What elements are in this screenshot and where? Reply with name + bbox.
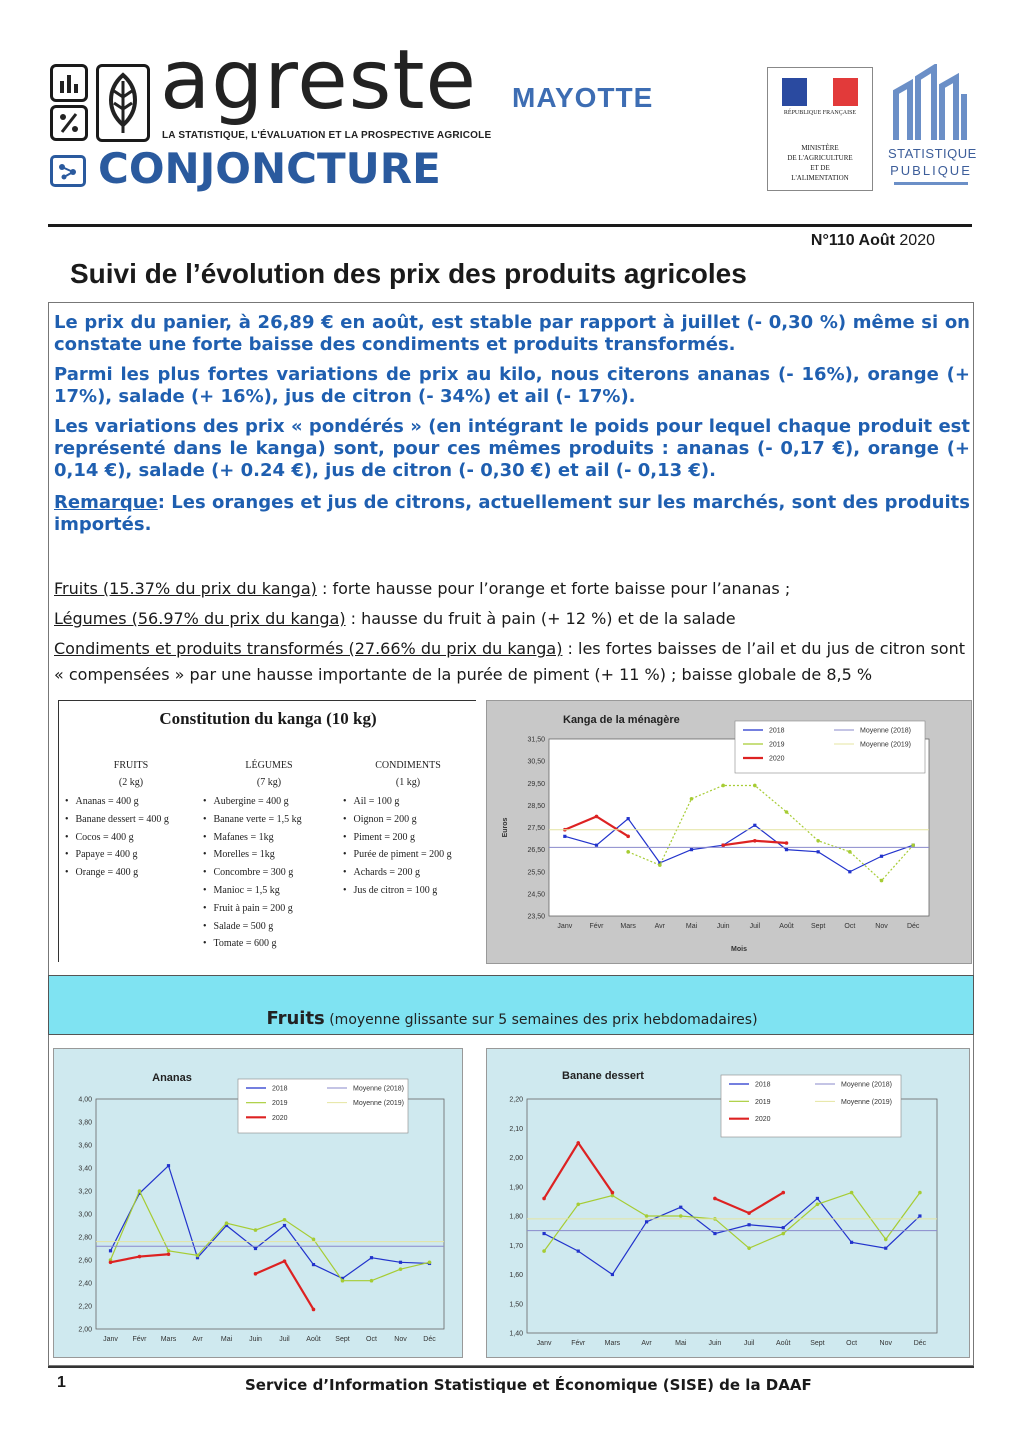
data-point — [816, 1197, 819, 1200]
data-point — [138, 1189, 142, 1193]
kanga-chart-panel — [486, 700, 972, 964]
data-point — [167, 1249, 171, 1253]
data-point — [312, 1308, 316, 1312]
ministry-logo — [767, 67, 873, 191]
legend-label: 2020 — [769, 755, 785, 763]
header-rule — [48, 224, 972, 227]
y-tick-label: 25,50 — [527, 869, 545, 877]
data-point — [817, 850, 820, 853]
data-point — [721, 843, 725, 847]
y-tick-label: 3,20 — [78, 1188, 92, 1196]
data-point — [109, 1261, 113, 1265]
series-name: CONJONCTURE — [98, 144, 441, 193]
y-tick-label: 29,50 — [527, 780, 545, 788]
ananas-chart-panel — [53, 1048, 463, 1358]
list-item: • Ananas = 400 g — [65, 793, 201, 811]
leaf-icon — [96, 64, 150, 142]
list-item: • Manioc = 1,5 kg — [203, 882, 337, 900]
data-point — [785, 841, 789, 845]
chart-title: Ananas — [152, 1072, 192, 1084]
data-point — [781, 1232, 785, 1236]
x-tick-label: Août — [306, 1336, 321, 1343]
issue-year: 2020 — [899, 232, 935, 249]
data-point — [713, 1232, 716, 1235]
x-tick-label: Juil — [743, 1340, 755, 1347]
legend-label: 2018 — [769, 727, 785, 735]
y-tick-label: 2,60 — [78, 1257, 92, 1265]
data-point — [679, 1206, 682, 1209]
conjoncture-icon — [50, 155, 86, 187]
list-item: • Purée de piment = 200 g — [343, 846, 477, 864]
data-point — [370, 1279, 374, 1283]
kanga-chart — [487, 701, 973, 965]
summary-paragraph-2: Parmi les plus fortes variations de prix au kilo, nous citerons ananas (- 16%), orange (+ 17%), salade (+ 16%), jus de citron (- 34%) et ail (- 17%). — [54, 364, 970, 407]
data-point — [167, 1164, 170, 1167]
kanga-fruits-head: FRUITS — [113, 760, 149, 771]
y-tick-label: 30,50 — [527, 758, 545, 766]
kanga-legumes-weight: (7 kg) — [256, 777, 282, 788]
y-tick-label: 1,70 — [509, 1242, 523, 1250]
data-point — [645, 1214, 649, 1218]
legend-label: 2019 — [272, 1100, 288, 1108]
kanga-condiments-column — [343, 757, 477, 900]
data-point — [781, 1191, 785, 1195]
data-point — [283, 1218, 287, 1222]
list-item: • Cocos = 400 g — [65, 829, 201, 847]
legend-label: 2020 — [272, 1114, 288, 1122]
ministry-line-2: DE L'AGRICULTURE — [787, 154, 853, 162]
x-tick-label: Déc — [913, 1340, 927, 1347]
x-tick-label: Déc — [906, 923, 920, 930]
y-tick-label: 2,00 — [78, 1326, 92, 1334]
kanga-composition — [58, 700, 476, 962]
data-point — [225, 1221, 229, 1225]
data-point — [611, 1191, 615, 1195]
list-item: • Piment = 200 g — [343, 829, 477, 847]
x-tick-label: Oct — [366, 1336, 377, 1343]
fruits-detail-text: : forte hausse pour l’orange et forte baisse pour l’ananas ; — [316, 579, 791, 598]
data-point — [196, 1254, 200, 1258]
data-point — [399, 1267, 403, 1271]
x-tick-label: Mai — [685, 923, 698, 930]
list-item: • Morelles = 1kg — [203, 846, 337, 864]
kanga-condiments-head: CONDIMENTS — [375, 760, 441, 771]
remark-text: : Les oranges et jus de citrons, actuellement sur les marchés, sont des produits importés. — [54, 492, 970, 535]
data-point — [577, 1250, 580, 1253]
list-item: • Fruit à pain = 200 g — [203, 900, 337, 918]
data-point — [690, 848, 693, 851]
list-item: • Banane dessert = 400 g — [65, 811, 201, 829]
chart-title: Kanga de la ménagère — [563, 714, 680, 726]
data-point — [576, 1203, 580, 1207]
legumes-detail-label: Légumes (56.97% du prix du kanga) — [54, 609, 346, 628]
data-point — [753, 824, 756, 827]
data-point — [753, 839, 757, 843]
condiments-detail-label: Condiments et produits transformés (27.66% du prix du kanga) — [54, 639, 563, 658]
brand-tagline: LA STATISTIQUE, L'ÉVALUATION ET LA PROSPECTIVE AGRICOLE — [162, 130, 492, 141]
x-tick-label: Nov — [875, 923, 888, 930]
y-tick-label: 1,40 — [509, 1330, 523, 1338]
data-point — [542, 1232, 545, 1235]
x-tick-label: Mai — [220, 1336, 233, 1343]
data-point — [785, 848, 788, 851]
fruits-section-band — [48, 975, 974, 1035]
y-tick-label: 2,10 — [509, 1125, 523, 1133]
x-tick-label: Août — [776, 1340, 791, 1347]
data-point — [747, 1211, 751, 1215]
legumes-detail — [54, 606, 970, 632]
brand-name: agreste — [160, 33, 477, 128]
kanga-fruits-list — [65, 793, 201, 882]
legend-label: Moyenne (2019) — [841, 1098, 892, 1106]
data-point — [254, 1247, 257, 1250]
data-point — [747, 1223, 750, 1226]
x-tick-label: Mai — [675, 1340, 687, 1347]
legend-label: Moyenne (2019) — [860, 741, 911, 749]
y-tick-label: 31,50 — [527, 736, 545, 744]
data-point — [645, 1220, 648, 1223]
ministry-line-4: L'ALIMENTATION — [791, 174, 849, 182]
data-point — [848, 850, 852, 854]
x-tick-label: Oct — [846, 1340, 858, 1347]
legumes-detail-text: : hausse du fruit à pain (+ 12 %) et de la salade — [345, 609, 736, 628]
data-point — [850, 1191, 854, 1195]
plot-area — [96, 1099, 444, 1329]
data-point — [611, 1273, 614, 1276]
x-tick-label: Mars — [604, 1340, 621, 1347]
list-item: • Concombre = 300 g — [203, 864, 337, 882]
data-point — [370, 1256, 373, 1259]
data-point — [785, 810, 789, 814]
y-axis-label: Euros — [502, 817, 509, 838]
data-point — [848, 870, 851, 873]
y-tick-label: 26,50 — [527, 847, 545, 855]
statistique-publique-logo — [888, 64, 977, 190]
kanga-fruits-weight: (2 kg) — [118, 777, 144, 788]
y-tick-label: 23,50 — [527, 913, 545, 921]
legend-label: Moyenne (2018) — [841, 1081, 892, 1089]
y-tick-label: 1,90 — [509, 1184, 523, 1192]
data-point — [626, 850, 630, 854]
percent-icon — [50, 105, 88, 141]
data-point — [782, 1226, 785, 1229]
data-point — [850, 1241, 853, 1244]
fruits-section-title: Fruits — [266, 1008, 325, 1029]
data-point — [576, 1141, 580, 1145]
x-tick-label: Nov — [879, 1340, 892, 1347]
kanga-fruits-column — [65, 757, 201, 882]
legend-label: Moyenne (2019) — [353, 1100, 404, 1108]
republique-label: RÉPUBLIQUE FRANÇAISE — [783, 110, 857, 116]
condiments-detail-text: : les fortes baisses de l’ail et du jus de citron sont « compensées » par une hausse importante de la purée de piment (+ 11 %) ; baisse globale de 8,5 % — [54, 639, 965, 684]
footer-rule — [48, 1366, 974, 1368]
list-item: • Salade = 500 g — [203, 918, 337, 936]
data-point — [690, 797, 694, 801]
y-tick-label: 3,60 — [78, 1142, 92, 1150]
data-point — [911, 843, 915, 847]
x-tick-label: Mars — [620, 923, 636, 930]
list-item: • Jus de citron = 100 g — [343, 882, 477, 900]
x-tick-label: Sept — [335, 1336, 350, 1343]
data-point — [312, 1263, 315, 1266]
ministry-line-3: ET DE — [810, 164, 830, 172]
y-tick-label: 3,40 — [78, 1165, 92, 1173]
list-item: • Mafanes = 1kg — [203, 829, 337, 847]
data-point — [109, 1249, 112, 1252]
x-tick-label: Avr — [654, 923, 666, 930]
list-item: • Papaye = 400 g — [65, 846, 201, 864]
summary-paragraph-1: Le prix du panier, à 26,89 € en août, est stable par rapport à juillet (- 0,30 %) même si on constate une forte baisse des condiments et produits transformés. — [54, 312, 970, 355]
kanga-legumes-list — [203, 793, 337, 953]
x-axis-label: Mois — [731, 946, 747, 953]
y-tick-label: 1,60 — [509, 1272, 523, 1279]
data-point — [918, 1214, 921, 1217]
page-number: 1 — [57, 1374, 66, 1391]
data-point — [542, 1197, 546, 1201]
stat-label-2: PUBLIQUE — [890, 163, 972, 178]
kanga-condiments-weight: (1 kg) — [395, 777, 421, 788]
data-point — [713, 1197, 717, 1201]
data-point — [880, 879, 884, 883]
x-tick-label: Mars — [160, 1336, 177, 1343]
x-tick-label: Avr — [641, 1340, 652, 1347]
data-point — [880, 855, 883, 858]
y-tick-label: 1,50 — [509, 1301, 523, 1309]
list-item: • Oignon = 200 g — [343, 811, 477, 829]
legend-label: 2019 — [755, 1098, 771, 1106]
y-tick-label: 3,80 — [78, 1119, 92, 1127]
x-tick-label: Août — [779, 923, 794, 930]
fruits-detail — [54, 576, 970, 602]
y-tick-label: 2,40 — [78, 1280, 92, 1288]
summary-paragraph-3: Les variations des prix « pondérés » (en intégrant le poids pour lequel chaque produit est représenté dans le kanga) sont, pour ces mêmes produits : ananas (- 0,17 €), orange (+ 0,14 €), salade (+ 0.24 €), jus de citron (- 0,30 €) et ail (- 0,13 €). — [54, 416, 970, 481]
data-point — [542, 1249, 546, 1253]
data-point — [399, 1261, 402, 1264]
list-item: • Achards = 200 g — [343, 864, 477, 882]
data-point — [254, 1272, 258, 1276]
y-tick-label: 2,20 — [78, 1303, 92, 1311]
y-tick-label: 4,00 — [78, 1096, 92, 1104]
x-tick-label: Juil — [279, 1336, 290, 1343]
list-item: • Banane verte = 1,5 kg — [203, 811, 337, 829]
chart-icon — [50, 64, 88, 102]
fruits-detail-label: Fruits (15.37% du prix du kanga) — [54, 579, 317, 598]
stats-building-icon — [888, 64, 974, 144]
x-tick-label: Juin — [716, 923, 730, 930]
y-tick-label: 24,50 — [527, 891, 545, 899]
y-tick-label: 2,80 — [78, 1234, 92, 1242]
x-tick-label: Déc — [423, 1336, 436, 1343]
x-tick-label: Juin — [249, 1336, 262, 1343]
data-point — [428, 1261, 432, 1265]
data-point — [816, 1203, 820, 1207]
legend-label: Moyenne (2018) — [353, 1085, 404, 1093]
kanga-legumes-head: LÉGUMES — [245, 760, 293, 771]
data-point — [283, 1259, 287, 1263]
list-item: • Tomate = 600 g — [203, 935, 337, 953]
x-tick-label: Oct — [844, 923, 856, 930]
data-point — [721, 784, 725, 788]
x-tick-label: Févr — [132, 1336, 147, 1343]
kanga-legumes-column — [203, 757, 337, 953]
data-point — [563, 835, 566, 838]
data-point — [816, 839, 820, 843]
kanga-condiments-list — [343, 793, 477, 900]
condiments-detail — [54, 636, 970, 688]
stat-underline — [894, 182, 968, 185]
list-item: • Orange = 400 g — [65, 864, 201, 882]
data-point — [254, 1228, 258, 1232]
region-name: MAYOTTE — [512, 82, 654, 113]
data-point — [626, 835, 630, 839]
data-point — [679, 1214, 683, 1218]
data-point — [884, 1238, 888, 1242]
y-tick-label: 27,50 — [527, 825, 545, 832]
x-tick-label: Janv — [103, 1336, 118, 1343]
chart-title: Banane dessert — [562, 1070, 644, 1082]
data-point — [312, 1238, 316, 1242]
data-point — [627, 817, 630, 820]
fruits-section-label — [49, 1008, 975, 1029]
legend-label: Moyenne (2018) — [860, 727, 911, 735]
x-tick-label: Sept — [810, 1340, 825, 1347]
y-tick-label: 1,80 — [509, 1213, 523, 1221]
legend-label: 2018 — [272, 1085, 288, 1093]
banane-chart — [487, 1049, 971, 1359]
data-point — [747, 1246, 751, 1250]
x-tick-label: Juil — [749, 923, 761, 930]
x-tick-label: Nov — [394, 1336, 407, 1343]
data-point — [884, 1247, 887, 1250]
footer-text: Service d’Information Statistique et Économique (SISE) de la DAAF — [245, 1376, 812, 1394]
list-item: • Aubergine = 400 g — [203, 793, 337, 811]
y-tick-label: 2,20 — [509, 1096, 523, 1104]
data-point — [283, 1224, 286, 1227]
x-tick-label: Févr — [571, 1340, 586, 1347]
x-tick-label: Sept — [810, 923, 826, 930]
data-point — [595, 844, 598, 847]
x-tick-label: Juin — [708, 1340, 722, 1347]
y-tick-label: 2,00 — [509, 1155, 523, 1162]
republique-flag-icon — [782, 78, 858, 106]
y-tick-label: 3,00 — [78, 1211, 92, 1219]
kanga-title: Constitution du kanga (10 kg) — [159, 709, 377, 728]
data-point — [753, 784, 757, 788]
list-item: • Ail = 100 g — [343, 793, 477, 811]
banane-chart-panel — [486, 1048, 970, 1358]
legend-label: 2020 — [755, 1116, 771, 1124]
x-tick-label: Févr — [589, 923, 604, 930]
data-point — [595, 815, 599, 819]
stat-label-1: STATISTIQUE — [888, 146, 977, 161]
issue-number: N°110 Août 2020 — [810, 232, 935, 249]
legend-label: 2019 — [769, 741, 785, 749]
data-point — [167, 1252, 171, 1256]
page-title: Suivi de l’évolution des prix des produits agricoles — [70, 258, 747, 289]
data-point — [138, 1255, 142, 1259]
fruits-section-subtitle: (moyenne glissante sur 5 semaines des prix hebdomadaires) — [329, 1012, 758, 1028]
x-tick-label: Janv — [557, 923, 573, 930]
legend-label: 2018 — [755, 1081, 771, 1089]
data-point — [918, 1191, 922, 1195]
data-point — [341, 1279, 345, 1283]
y-tick-label: 28,50 — [527, 802, 545, 810]
remark-label: Remarque — [54, 492, 158, 513]
summary-remark — [54, 492, 970, 536]
ministry-line-1: MINISTÈRE — [801, 144, 839, 152]
ananas-chart — [54, 1049, 464, 1359]
x-tick-label: Janv — [536, 1340, 552, 1347]
data-point — [658, 863, 662, 867]
x-tick-label: Avr — [192, 1336, 203, 1343]
